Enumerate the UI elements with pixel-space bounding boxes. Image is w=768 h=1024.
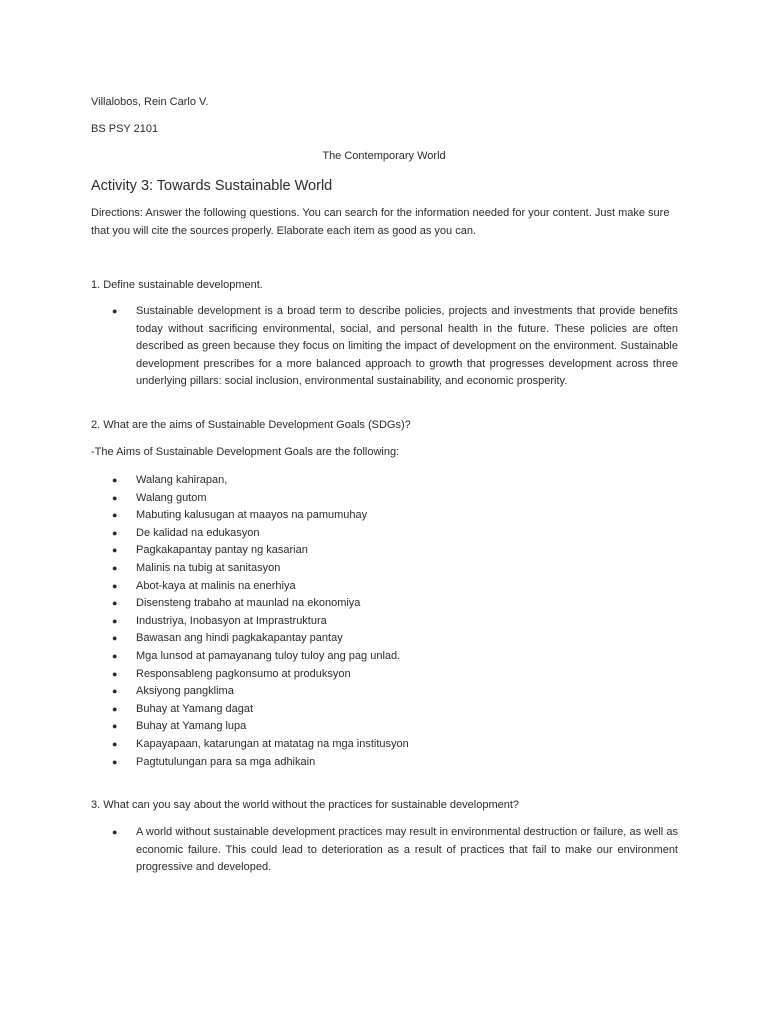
list-item [112, 630, 409, 648]
bullet-icon: ● [112, 633, 118, 644]
list-item [112, 490, 409, 508]
list-item [112, 525, 409, 543]
bullet-icon: ● [112, 492, 118, 503]
list-item-text: Mga lunsod at pamayanang tuloy tuloy ang pag unlad. [136, 649, 401, 662]
bullet-icon: ● [112, 703, 118, 714]
list-item [112, 472, 409, 490]
answer-3-bullet [112, 824, 678, 877]
bullet-icon: ● [112, 668, 118, 679]
list-item-text: Mabuting kalusugan at maayos na pamumuhay [136, 509, 368, 522]
bullet-icon: ● [112, 580, 118, 591]
bullet-icon: ● [112, 545, 118, 556]
list-item [112, 754, 409, 772]
list-item [112, 683, 409, 701]
list-item-text: De kalidad na edukasyon [136, 526, 260, 539]
question-2-intro: -The Aims of Sustainable Development Goals are the following: [91, 446, 400, 458]
list-item [112, 613, 409, 631]
list-item [112, 666, 409, 684]
list-item-text: Disensteng trabaho at maunlad na ekonomiya [136, 597, 361, 610]
list-item-text: Malinis na tubig at sanitasyon [136, 561, 281, 574]
list-item-text: Pagtutulungan para sa mga adhikain [136, 755, 316, 768]
list-item-text: Aksiyong pangklima [136, 685, 234, 698]
list-item-text: Buhay at Yamang lupa [136, 720, 247, 733]
sdg-list [112, 472, 409, 771]
list-item [112, 578, 409, 596]
bullet-icon: ● [112, 475, 118, 485]
bullet-icon: ● [112, 306, 118, 316]
list-item [112, 648, 409, 666]
list-item [112, 701, 409, 719]
answer-1-text: Sustainable development is a broad term to describe policies, projects and investments that provide benefits today without sacrificing environmental, social, and personal health in the future. These policies are often described as green because they focus on limiting the impact of development on the environment. Sustainable development prescribes for a more balanced approach to growth that progresses development across three underlying pillars: social inclusion, environmental sustainability, and economic prosperity. [136, 305, 678, 387]
subject-title: The Contemporary World [322, 150, 446, 162]
list-item-text: Industriya, Inobasyon at Imprastruktura [136, 614, 327, 627]
list-item-text: Kapayapaan, katarungan at matatag na mga institusyon [136, 737, 409, 750]
bullet-icon: ● [112, 598, 118, 609]
list-item [112, 560, 409, 578]
answer-3-text: A world without sustainable development practices may result in environmental destruction or failure, as well as economic failure. This could lead to deterioration as a result of practices that fail to make our environment progressive and developed. [136, 826, 678, 873]
list-item-text: Bawasan ang hindi pagkakapantay pantay [136, 632, 343, 645]
list-item-text: Walang gutom [136, 491, 207, 504]
bullet-icon: ● [112, 756, 118, 767]
list-item-text: Abot-kaya at malinis na enerhiya [136, 579, 296, 592]
list-item [112, 542, 409, 560]
question-2: 2. What are the aims of Sustainable Development Goals (SDGs)? [91, 419, 411, 431]
list-item [112, 736, 409, 754]
bullet-icon: ● [112, 615, 118, 626]
list-item-text: Pagkakapantay pantay ng kasarian [136, 544, 308, 557]
list-item [112, 718, 409, 736]
bullet-icon: ● [112, 527, 118, 538]
bullet-icon: ● [112, 686, 118, 697]
directions-text: Directions: Answer the following questions. You can search for the information needed for your content. Just make sure that you will cite the sources properly. Elaborate each item as good as you can. [91, 207, 670, 237]
question-1: 1. Define sustainable development. [91, 279, 263, 291]
answer-1-bullet [112, 303, 678, 391]
bullet-icon: ● [112, 827, 118, 837]
list-item [112, 595, 409, 613]
list-item-text: Responsableng pagkonsumo at produksyon [136, 667, 351, 680]
bullet-icon: ● [112, 650, 118, 661]
bullet-icon: ● [112, 721, 118, 732]
bullet-icon: ● [112, 562, 118, 573]
activity-title: Activity 3: Towards Sustainable World [91, 178, 333, 194]
list-item [112, 507, 409, 525]
bullet-icon: ● [112, 510, 118, 521]
list-item-text: Buhay at Yamang dagat [136, 702, 254, 715]
bullet-icon: ● [112, 738, 118, 749]
list-item-text: Walang kahirapan, [136, 474, 228, 486]
student-name: Villalobos, Rein Carlo V. [91, 96, 209, 108]
question-3: 3. What can you say about the world without the practices for sustainable development? [91, 799, 520, 811]
course-section: BS PSY 2101 [91, 123, 159, 135]
